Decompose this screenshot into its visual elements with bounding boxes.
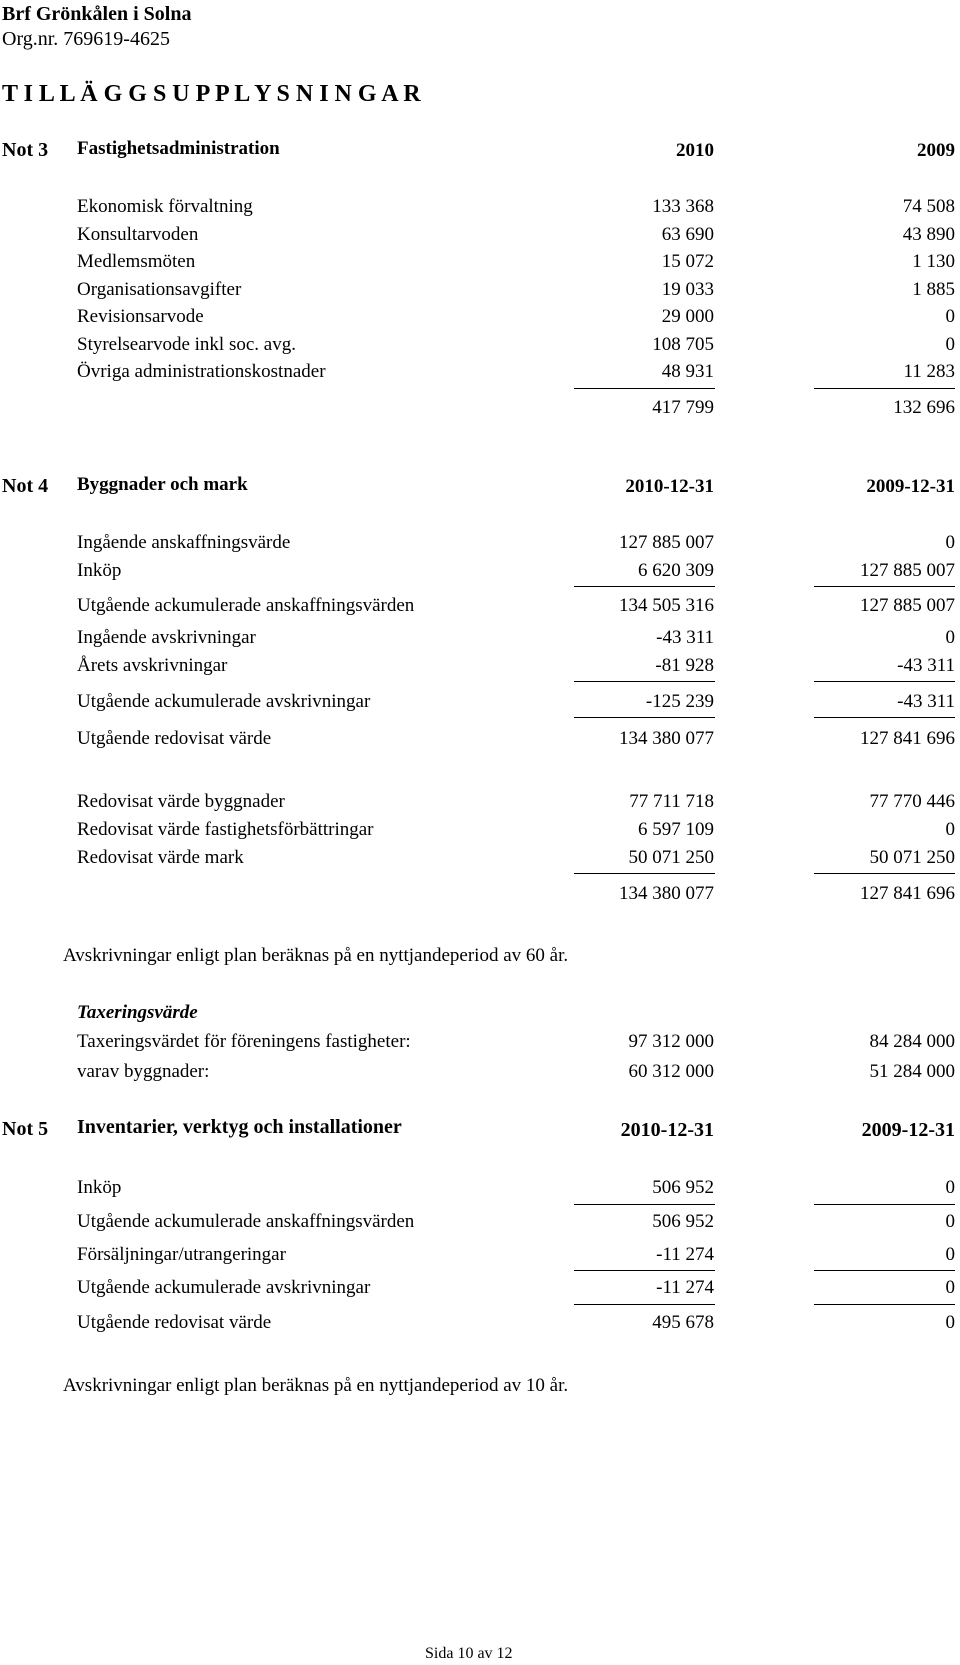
note-3-row-value-2010: 108 705 xyxy=(652,334,714,355)
organization-number: Org.nr. 769619-4625 xyxy=(2,28,170,50)
note-4-label: Not 4 xyxy=(2,475,49,497)
note-3-row-value-2010: 63 690 xyxy=(661,224,714,245)
note-5-row-value-2010: 506 952 xyxy=(652,1177,714,1198)
note-5-row-value-2010: 506 952 xyxy=(652,1211,714,1232)
note-4-row-value-2010: 134 380 077 xyxy=(619,728,714,749)
tax-row-label: Taxeringsvärdet för föreningens fastigheter: xyxy=(77,1031,411,1052)
note-5-row-value-2009: 0 xyxy=(945,1277,955,1298)
note-4-row-value-2010: -81 928 xyxy=(655,655,714,676)
note-3-row-label: Medlemsmöten xyxy=(77,251,196,272)
note-4-row-value-2010: 77 711 718 xyxy=(629,791,714,812)
note-4-total-2009: 127 841 696 xyxy=(860,883,955,904)
note-5-rule-2010 xyxy=(574,1270,715,1271)
note-4-total-2010: 134 380 077 xyxy=(619,883,714,904)
note-5-rule-2010 xyxy=(574,1204,715,1205)
note-3-column-2009: 2009 xyxy=(917,140,955,161)
note-4-row-label: Ingående avskrivningar xyxy=(77,627,256,648)
note-5-label: Not 5 xyxy=(2,1118,49,1140)
note-3-title: Fastighetsadministration xyxy=(77,138,280,159)
note-4-row-value-2010: -43 311 xyxy=(656,627,714,648)
note-3-row-value-2010: 19 033 xyxy=(661,279,714,300)
note-4-row-value-2009: 0 xyxy=(945,627,955,648)
note-4-row-value-2009: 0 xyxy=(945,532,955,553)
note-3-label: Not 3 xyxy=(2,139,49,161)
note-5-row-label: Utgående ackumulerade avskrivningar xyxy=(77,1277,371,1298)
tax-row-value-2010: 60 312 000 xyxy=(628,1061,714,1082)
note-3-sum-rule-2009 xyxy=(814,388,955,389)
note-4-row-value-2010: -125 239 xyxy=(645,691,714,712)
note-3-row-value-2009: 0 xyxy=(945,306,955,327)
note-4-sum-rule-2010 xyxy=(574,873,715,874)
note-4-column-2010: 2010-12-31 xyxy=(625,476,714,497)
note-3-row-value-2009: 11 283 xyxy=(903,361,955,382)
note-3-row-value-2009: 43 890 xyxy=(902,224,955,245)
note-5-row-label: Inköp xyxy=(77,1177,122,1198)
tax-row-value-2010: 97 312 000 xyxy=(628,1031,714,1052)
note-4-row-value-2009: 0 xyxy=(945,819,955,840)
note-4-row-value-2009: 127 841 696 xyxy=(860,728,955,749)
note-5-row-value-2010: -11 274 xyxy=(656,1244,714,1265)
organization-name: Brf Grönkålen i Solna xyxy=(2,3,192,25)
note-3-row-label: Styrelsearvode inkl soc. avg. xyxy=(77,334,296,355)
note-4-row-value-2010: 127 885 007 xyxy=(619,532,714,553)
section-title: T I L L Ä G G S U P P L Y S N I N G A R xyxy=(2,81,421,107)
note-4-row-value-2009: -43 311 xyxy=(897,655,955,676)
note-5-row-label: Utgående ackumulerade anskaffningsvärden xyxy=(77,1211,415,1232)
note-3-total-2009: 132 696 xyxy=(893,397,955,418)
note-5-row-value-2009: 0 xyxy=(945,1177,955,1198)
note-4-row-label: Redovisat värde fastighetsförbättringar xyxy=(77,819,374,840)
note-5-rule-2009 xyxy=(814,1304,955,1305)
note-4-rule-2009 xyxy=(814,681,955,682)
note-5-row-value-2010: -11 274 xyxy=(656,1277,714,1298)
note-5-row-value-2010: 495 678 xyxy=(652,1312,714,1333)
note-3-row-value-2010: 15 072 xyxy=(661,251,714,272)
note-3-row-value-2009: 0 xyxy=(945,334,955,355)
note-4-row-value-2009: 127 885 007 xyxy=(860,560,955,581)
note-4-rule-2010 xyxy=(574,717,715,718)
note-4-row-value-2009: 127 885 007 xyxy=(860,595,955,616)
note-4-row-label: Ingående anskaffningsvärde xyxy=(77,532,291,553)
note-3-row-value-2009: 74 508 xyxy=(902,196,955,217)
note-4-row-value-2009: 77 770 446 xyxy=(869,791,955,812)
note-4-depreciation-text: Avskrivningar enligt plan beräknas på en nyttjandeperiod av 60 år. xyxy=(63,945,569,966)
note-4-rule-2010 xyxy=(574,681,715,682)
note-5-row-label: Försäljningar/utrangeringar xyxy=(77,1244,286,1265)
note-3-row-label: Konsultarvoden xyxy=(77,224,199,245)
note-4-row-value-2009: -43 311 xyxy=(897,691,955,712)
tax-value-heading: Taxeringsvärde xyxy=(77,1002,198,1023)
note-5-column-2010: 2010-12-31 xyxy=(620,1119,714,1141)
note-5-depreciation-text: Avskrivningar enligt plan beräknas på en nyttjandeperiod av 10 år. xyxy=(63,1375,569,1396)
note-4-rule-2009 xyxy=(814,717,955,718)
note-4-row-label: Redovisat värde mark xyxy=(77,847,244,868)
note-5-row-value-2009: 0 xyxy=(945,1312,955,1333)
note-4-row-label: Utgående redovisat värde xyxy=(77,728,272,749)
note-5-row-value-2009: 0 xyxy=(945,1211,955,1232)
note-3-row-value-2009: 1 130 xyxy=(912,251,955,272)
note-4-row-label: Utgående ackumulerade avskrivningar xyxy=(77,691,371,712)
note-3-row-label: Organisationsavgifter xyxy=(77,279,242,300)
note-4-row-value-2010: 6 597 109 xyxy=(638,819,714,840)
note-5-row-label: Utgående redovisat värde xyxy=(77,1312,272,1333)
note-3-row-label: Ekonomisk förvaltning xyxy=(77,196,253,217)
note-4-sum-rule-2009 xyxy=(814,873,955,874)
note-5-column-2009: 2009-12-31 xyxy=(861,1119,955,1141)
note-3-row-value-2009: 1 885 xyxy=(912,279,955,300)
note-5-rule-2009 xyxy=(814,1204,955,1205)
note-4-rule-2010 xyxy=(574,586,715,587)
note-4-row-value-2010: 50 071 250 xyxy=(628,847,714,868)
note-4-row-value-2010: 6 620 309 xyxy=(638,560,714,581)
tax-row-value-2009: 84 284 000 xyxy=(869,1031,955,1052)
note-5-rule-2009 xyxy=(814,1270,955,1271)
note-4-row-label: Redovisat värde byggnader xyxy=(77,791,285,812)
note-3-row-label: Övriga administrationskostnader xyxy=(77,361,326,382)
note-4-row-label: Årets avskrivningar xyxy=(77,655,228,676)
note-4-row-label: Utgående ackumulerade anskaffningsvärden xyxy=(77,595,415,616)
tax-row-value-2009: 51 284 000 xyxy=(869,1061,955,1082)
note-4-title: Byggnader och mark xyxy=(77,474,248,495)
note-3-row-value-2010: 133 368 xyxy=(652,196,714,217)
note-3-total-2010: 417 799 xyxy=(652,397,714,418)
note-4-row-label: Inköp xyxy=(77,560,122,581)
note-3-column-2010: 2010 xyxy=(676,140,714,161)
note-3-row-label: Revisionsarvode xyxy=(77,306,204,327)
note-3-row-value-2010: 48 931 xyxy=(661,361,714,382)
note-3-sum-rule-2010 xyxy=(574,388,715,389)
note-4-column-2009: 2009-12-31 xyxy=(866,476,955,497)
note-3-row-value-2010: 29 000 xyxy=(661,306,714,327)
note-4-row-value-2010: 134 505 316 xyxy=(619,595,714,616)
note-5-rule-2010 xyxy=(574,1304,715,1305)
note-5-row-value-2009: 0 xyxy=(945,1244,955,1265)
note-4-row-value-2009: 50 071 250 xyxy=(869,847,955,868)
note-5-title: Inventarier, verktyg och installationer xyxy=(77,1116,402,1138)
tax-row-label: varav byggnader: xyxy=(77,1061,210,1082)
page-number: Sida 10 av 12 xyxy=(425,1645,513,1662)
note-4-rule-2009 xyxy=(814,586,955,587)
